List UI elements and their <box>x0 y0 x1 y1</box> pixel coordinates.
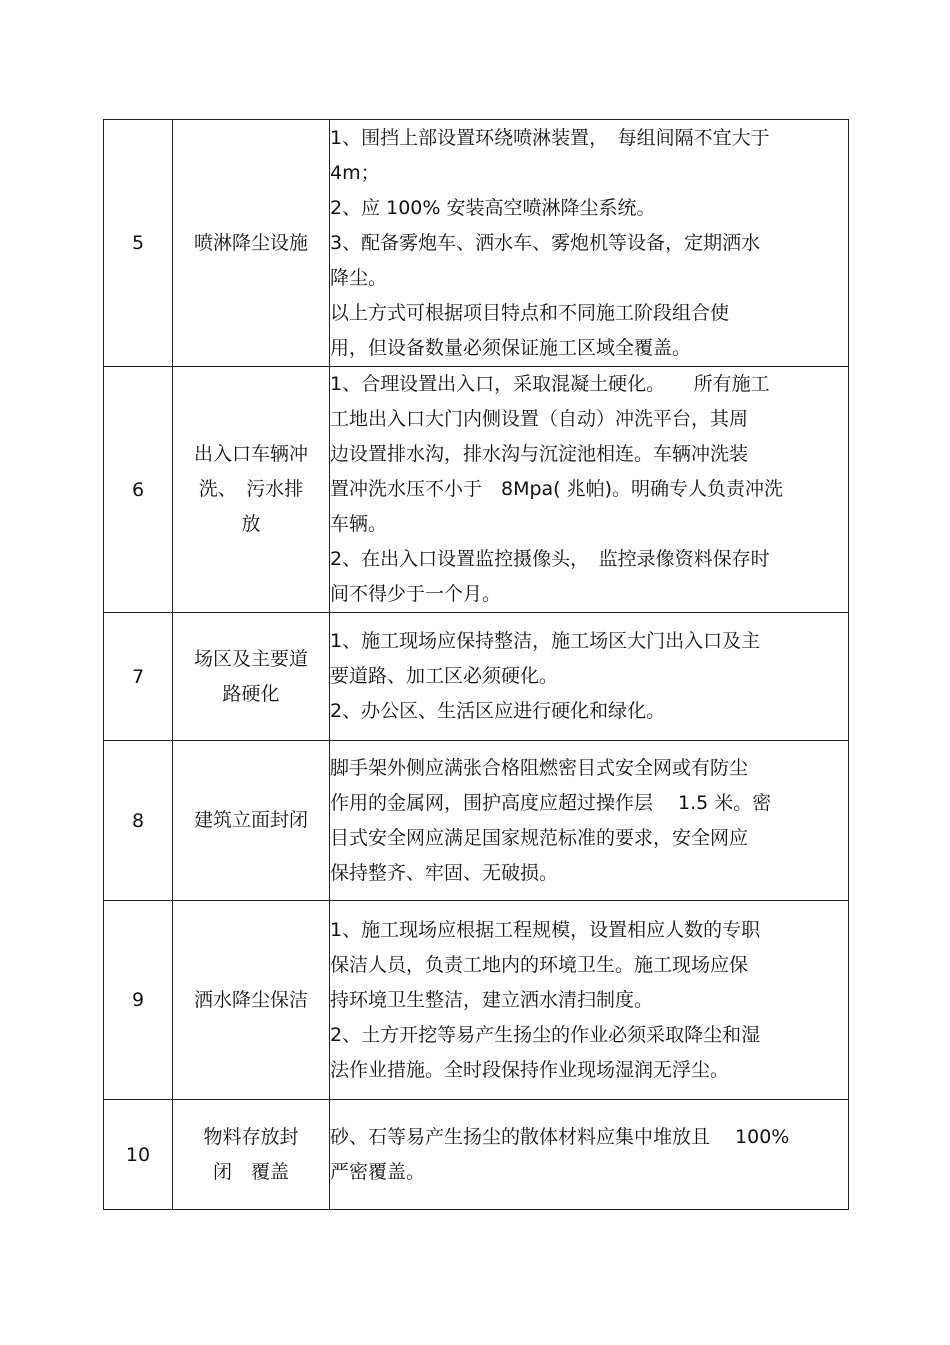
description-line: 砂、石等易产生扬尘的散体材料应集中堆放且 100% <box>330 1125 790 1148</box>
table-row <box>104 1100 849 1210</box>
item-name-line: 喷淋降尘设施 <box>193 231 308 254</box>
description-line: 置冲洗水压不小于 8Mpa( 兆帕)。明确专人负责冲洗 <box>330 478 784 500</box>
item-name-line: 闭 覆盖 <box>212 1160 289 1183</box>
item-name-line: 放 <box>241 513 261 535</box>
description-line: 车辆。 <box>330 513 388 535</box>
description-line: 边设置排水沟，排水沟与沉淀池相连。车辆冲洗装 <box>330 443 749 465</box>
row-number: 10 <box>104 1100 173 1210</box>
table-row <box>104 613 849 741</box>
item-name-line: 洗、 污水排 <box>198 478 304 500</box>
description-line: 严密覆盖。 <box>330 1160 426 1183</box>
row-number: 5 <box>104 120 173 367</box>
item-name-line: 出入口车辆冲 <box>193 443 308 465</box>
row-number: 9 <box>104 901 173 1100</box>
measures-table <box>103 119 849 1210</box>
description-line: 保洁人员，负责工地内的环境卫生。施工现场应保 <box>330 953 749 976</box>
item-name <box>173 901 330 1100</box>
description-line: 工地出入口大门内侧设置（自动）冲洗平台，其周 <box>330 408 749 430</box>
description-line: 1、施工现场应根据工程规模，设置相应人数的专职 <box>330 918 761 941</box>
description-line: 2、应 100% 安装高空喷淋降尘系统。 <box>330 196 656 219</box>
description-line: 以上方式可根据项目特点和不同施工阶段组合使 <box>330 301 730 324</box>
description-line: 要道路、加工区必须硬化。 <box>330 665 559 687</box>
description-line: 脚手架外侧应满张合格阻燃密目式安全网或有防尘 <box>330 756 749 779</box>
table-body <box>104 120 849 1210</box>
item-name <box>173 1100 330 1210</box>
description-line: 1、合理设置出入口，采取混凝土硬化。 所有施工 <box>330 373 770 395</box>
item-name <box>173 741 330 901</box>
description-line: 1、围挡上部设置环绕喷淋装置， 每组间隔不宜大于 <box>330 126 770 149</box>
description-line: 2、办公区、生活区应进行硬化和绿化。 <box>330 700 666 722</box>
description-line: 持环境卫生整洁，建立洒水清扫制度。 <box>330 988 654 1011</box>
description-line: 3、配备雾炮车、洒水车、雾炮机等设备，定期洒水 <box>330 231 761 254</box>
item-description <box>330 901 849 1100</box>
description-line: 间不得少于一个月。 <box>330 583 502 605</box>
description-line: 作用的金属网，围护高度应超过操作层 1.5 米。密 <box>330 791 772 814</box>
item-description <box>330 741 849 901</box>
item-name <box>173 613 330 741</box>
table-row <box>104 367 849 613</box>
description-line: 目式安全网应满足国家规范标准的要求，安全网应 <box>330 826 749 849</box>
item-name <box>173 120 330 367</box>
description-line: 降尘。 <box>330 266 388 289</box>
item-description <box>330 367 849 613</box>
description-line: 1、施工现场应保持整洁，施工场区大门出入口及主 <box>330 630 761 652</box>
row-number: 7 <box>104 613 173 741</box>
item-description <box>330 120 849 367</box>
item-name-line: 场区及主要道 <box>193 647 308 670</box>
item-description <box>330 613 849 741</box>
description-line: 用，但设备数量必须保证施工区域全覆盖。 <box>330 336 692 359</box>
item-name-line: 物料存放封 <box>203 1125 299 1148</box>
row-number: 8 <box>104 741 173 901</box>
item-name-line: 建筑立面封闭 <box>193 809 308 831</box>
table-row <box>104 741 849 901</box>
item-name <box>173 367 330 613</box>
item-description <box>330 1100 849 1210</box>
table-row <box>104 901 849 1100</box>
item-name-line: 路硬化 <box>222 682 280 705</box>
table-row <box>104 120 849 367</box>
description-line: 法作业措施。全时段保持作业现场湿润无浮尘。 <box>330 1058 730 1081</box>
description-line: 2、土方开挖等易产生扬尘的作业必须采取降尘和湿 <box>330 1023 761 1046</box>
row-number: 6 <box>104 367 173 613</box>
item-name-line: 洒水降尘保洁 <box>193 988 308 1011</box>
description-line: 保持整齐、牢固、无破损。 <box>330 861 559 884</box>
description-line: 2、在出入口设置监控摄像头， 监控录像资料保存时 <box>330 548 770 570</box>
description-line: 4m； <box>330 161 380 184</box>
